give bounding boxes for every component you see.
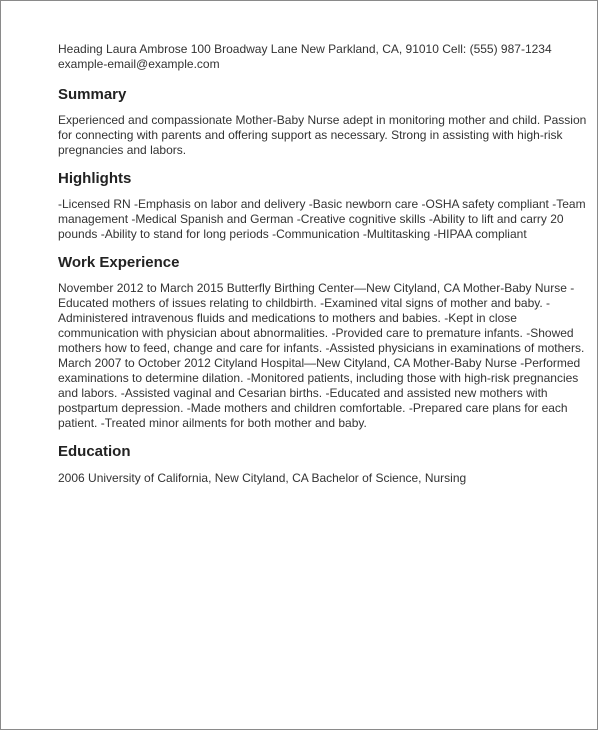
contact-info: Heading Laura Ambrose 100 Broadway Lane New Parkland, CA, 91010 Cell: (555) 987-1234 example-email@example.com <box>58 42 552 71</box>
summary-text: Experienced and compassionate Mother-Baby Nurse adept in monitoring mother and child. Passion for connecting with parents and offering support as necessary. Strong in assisting with high-risk pregnancies and labors. <box>58 113 587 157</box>
work-experience-heading: Work Experience <box>58 254 180 271</box>
resume-content <box>58 42 592 486</box>
summary-heading: Summary <box>58 86 127 103</box>
highlights-text: -Licensed RN -Emphasis on labor and delivery -Basic newborn care -OSHA safety compliant -Team management -Medical Spanish and German -Creative cognitive skills -Ability to lift and carry 20 pounds -Ability to stand for long periods -Communication -Multitasking -HIPAA compliant <box>58 197 586 241</box>
work-experience-text: November 2012 to March 2015 Butterfly Birthing Center—New Cityland, CA Mother-Baby Nurse -Educated mothers of issues relating to childbirth. -Examined vital signs of mother and baby. -Administered intravenous fluids and medications to mothers and babies. -Kept in close communication with physician about abnormalities. -Provided care to premature infants. -Showed mothers how to feed, change and care for infants. -Assisted physicians in examinations of mothers. March 2007 to October 2012 Cityland Hospital—New Cityland, CA Mother-Baby Nurse -Performed examinations to determine dilation. -Monitored patients, including those with high-risk pregnancies and labors. -Assisted vaginal and Cesarian births. -Educated and assisted new mothers with postpartum depression. -Made mothers and children comfortable. -Prepared care plans for each patient. -Treated minor ailments for both mother and baby. <box>58 281 585 430</box>
education-heading: Education <box>58 443 131 460</box>
highlights-heading: Highlights <box>58 170 132 187</box>
education-text: 2006 University of California, New Cityland, CA Bachelor of Science, Nursing <box>58 471 467 485</box>
